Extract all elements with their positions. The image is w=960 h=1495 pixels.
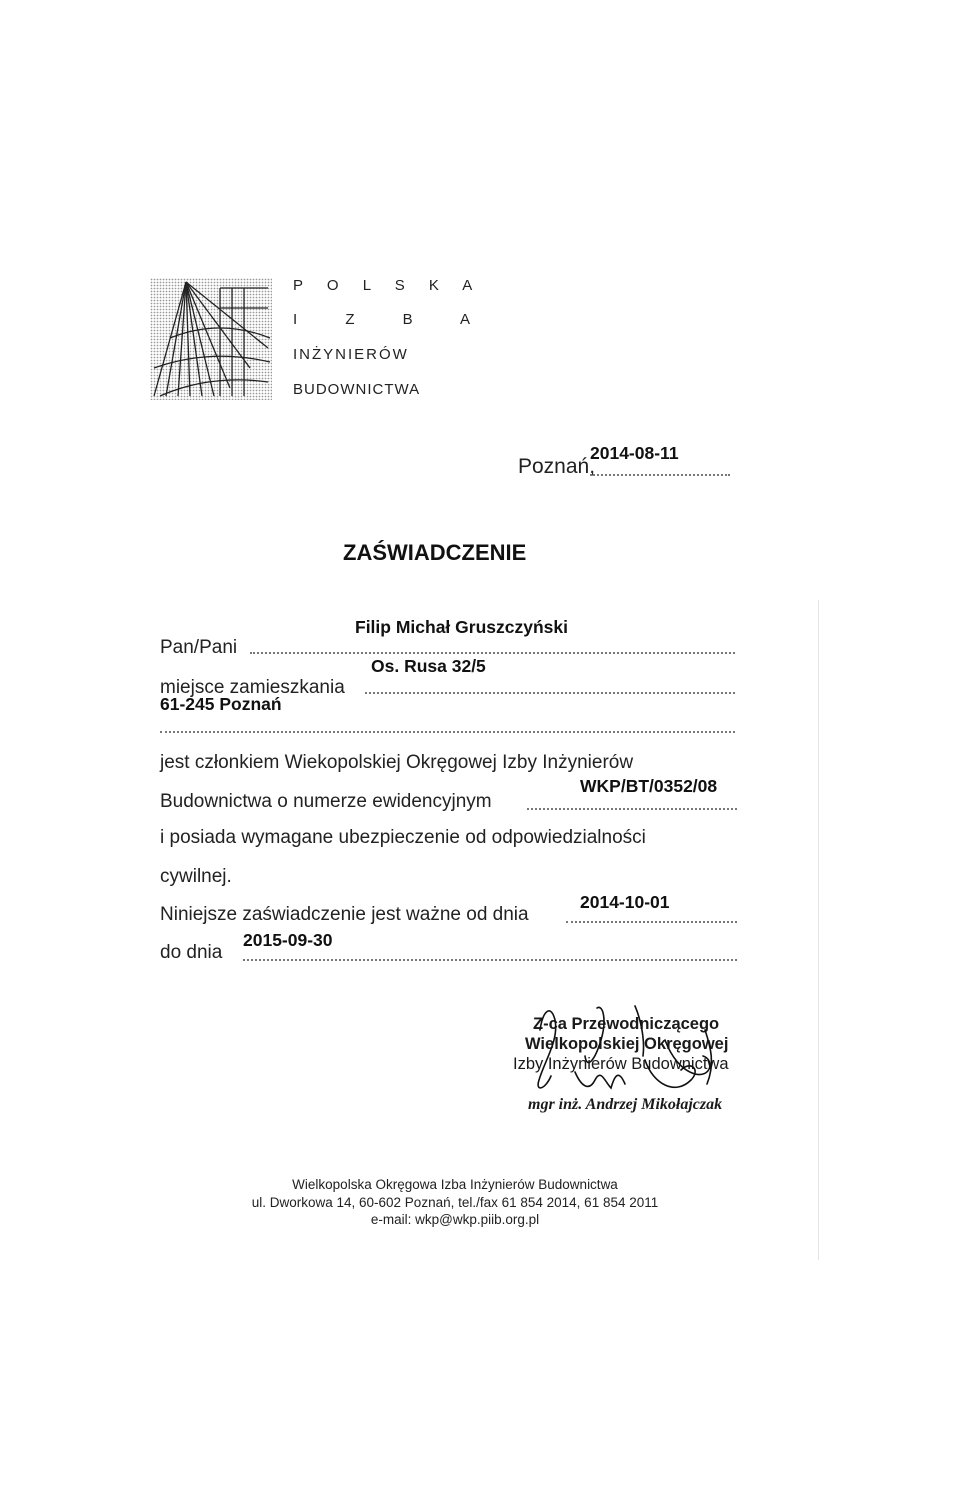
chamber-logo-icon xyxy=(150,278,272,400)
logo-text-polska: P O L S K A xyxy=(293,277,483,294)
place-label: Poznań, xyxy=(518,455,596,478)
handwritten-signature-icon xyxy=(515,1000,745,1100)
insurance-text-2: cywilnej. xyxy=(160,866,232,887)
person-name: Filip Michał Gruszczyński xyxy=(355,617,568,637)
valid-to-dotted-line xyxy=(243,959,737,961)
address-dotted-line-2 xyxy=(160,731,735,733)
stamp-line3: Izby Inżynierów Budownictwa xyxy=(513,1055,729,1073)
membership-text: jest członkiem Wiekopolskiej Okręgowej Izby Inżynierów xyxy=(160,752,634,773)
date-dotted-line xyxy=(590,474,730,476)
stamp-line2: Wielkopolskiej Okręgowej xyxy=(525,1035,729,1053)
registration-label: Budownictwa o numerze ewidencyjnym xyxy=(160,791,492,812)
address-label: miejsce zamieszkania xyxy=(160,677,345,698)
valid-from-date: 2014-10-01 xyxy=(580,892,670,912)
address-dotted-line xyxy=(365,692,735,694)
insurance-text-1: i posiada wymagane ubezpieczenie od odpowiedzialności xyxy=(160,827,646,848)
registration-number: WKP/BT/0352/08 xyxy=(580,776,718,796)
footer-org-name: Wielkopolska Okręgowa Izba Inżynierów Budownictwa xyxy=(292,1177,618,1192)
scan-edge-line xyxy=(818,600,819,1260)
person-label: Pan/Pani xyxy=(160,637,238,658)
footer-email: e-mail: wkp@wkp.piib.org.pl xyxy=(370,1212,540,1227)
logo-text-budownictwa: BUDOWNICTWA xyxy=(293,381,421,398)
logo-text-inzynierow: INŻYNIERÓW xyxy=(293,346,409,363)
document-title: ZAŚWIADCZENIE xyxy=(343,540,527,565)
address-line1: Os. Rusa 32/5 xyxy=(371,656,486,676)
address-line2: 61-245 Poznań xyxy=(160,694,282,714)
stamp-line1: Z-ca Przewodniczącego xyxy=(533,1015,720,1033)
footer-address: ul. Dworkowa 14, 60-602 Poznań, tel./fax 61 854 2014, 61 854 2011 xyxy=(251,1195,659,1210)
valid-to-date: 2015-09-30 xyxy=(243,930,333,950)
logo-text-izba: I Z B A xyxy=(293,311,493,328)
valid-from-dotted-line xyxy=(566,921,737,923)
registration-dotted-line xyxy=(527,808,737,810)
valid-to-label: do dnia xyxy=(160,942,223,963)
person-dotted-line xyxy=(250,652,735,654)
signer-name: mgr inż. Andrzej Mikołajczak xyxy=(528,1096,723,1113)
valid-from-label: Niniejsze zaświadczenie jest ważne od dnia xyxy=(160,904,529,925)
issue-date: 2014-08-11 xyxy=(590,443,679,463)
